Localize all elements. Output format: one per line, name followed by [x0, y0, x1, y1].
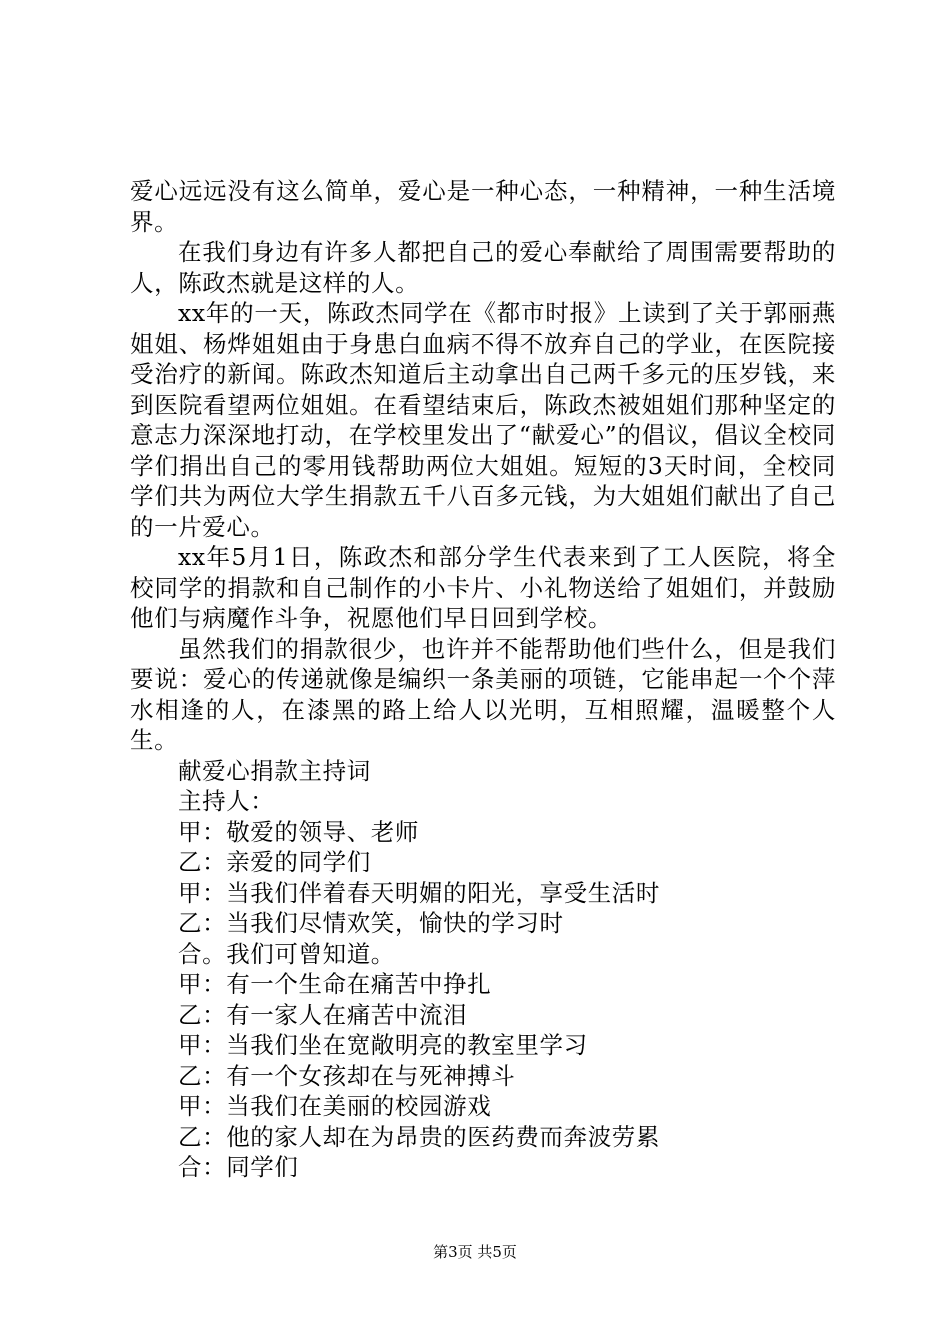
- script-line: 甲：当我们坐在宽敞明亮的教室里学习: [178, 1031, 588, 1059]
- script-line: 乙：当我们尽情欢笑，愉快的学习时: [178, 909, 564, 937]
- script-line: 主持人：: [178, 787, 275, 815]
- script-line: 合：同学们: [178, 1153, 299, 1181]
- document-body: [130, 176, 836, 1183]
- script-line: 乙：有一个女孩却在与死神搏斗: [178, 1061, 516, 1090]
- paragraph: xx年5月1日，陈政杰和部分学生代表来到了工人医院，将全校同学的捐款和自己制作的小卡片、小礼物送给了姐姐们，并鼓励他们与病魔作斗争，祝愿他们早日回到学校。: [130, 543, 836, 632]
- script-line: 乙：他的家人却在为昂贵的医药费而奔波劳累: [178, 1122, 660, 1151]
- script-line: 甲：当我们伴着春天明媚的阳光，享受生活时: [178, 878, 660, 907]
- script-line: 甲：敬爱的领导、老师: [178, 817, 419, 846]
- script-title: 献爱心捐款主持词: [178, 756, 371, 785]
- paragraph: 爱心远远没有这么简单，爱心是一种心态，一种精神，一种生活境界。: [130, 177, 836, 236]
- script-line: 乙：亲爱的同学们: [178, 848, 371, 876]
- paragraph: 虽然我们的捐款很少，也许并不能帮助他们些什么，但是我们要说：爱心的传递就像是编织一条美丽的项链，它能串起一个个萍水相逢的人，在漆黑的路上给人以光明，互相照耀，温暖整个人生。: [130, 634, 836, 754]
- page-number-footer: 第3页 共5页: [433, 1243, 517, 1261]
- script-line: 合。我们可曾知道。: [178, 939, 395, 968]
- script-line: 甲：有一个生命在痛苦中挣扎: [178, 970, 492, 998]
- paragraph: 在我们身边有许多人都把自己的爱心奉献给了周围需要帮助的人，陈政杰就是这样的人。: [130, 238, 836, 297]
- script-line: 甲：当我们在美丽的校园游戏: [178, 1092, 492, 1120]
- script-line: 乙：有一家人在痛苦中流泪: [178, 1000, 468, 1029]
- paragraph: xx年的一天，陈政杰同学在《都市时报》上读到了关于郭丽燕姐姐、杨烨姐姐由于身患白血病不得不放弃自己的学业，在医院接受治疗的新闻。陈政杰知道后主动拿出自己两千多元的压岁钱，来到医院看望两位姐姐。在看望结束后，陈政杰被姐姐们那种坚定的意志力深深地打动，在学校里发出了“献爱心”的倡议，倡议全校同学们捐出自己的零用钱帮助两位大姐姐。短短的3天时间，全校同学们共为两位大学生捐款五千八百多元钱，为大姐姐们献出了自己的一片爱心。: [130, 299, 836, 541]
